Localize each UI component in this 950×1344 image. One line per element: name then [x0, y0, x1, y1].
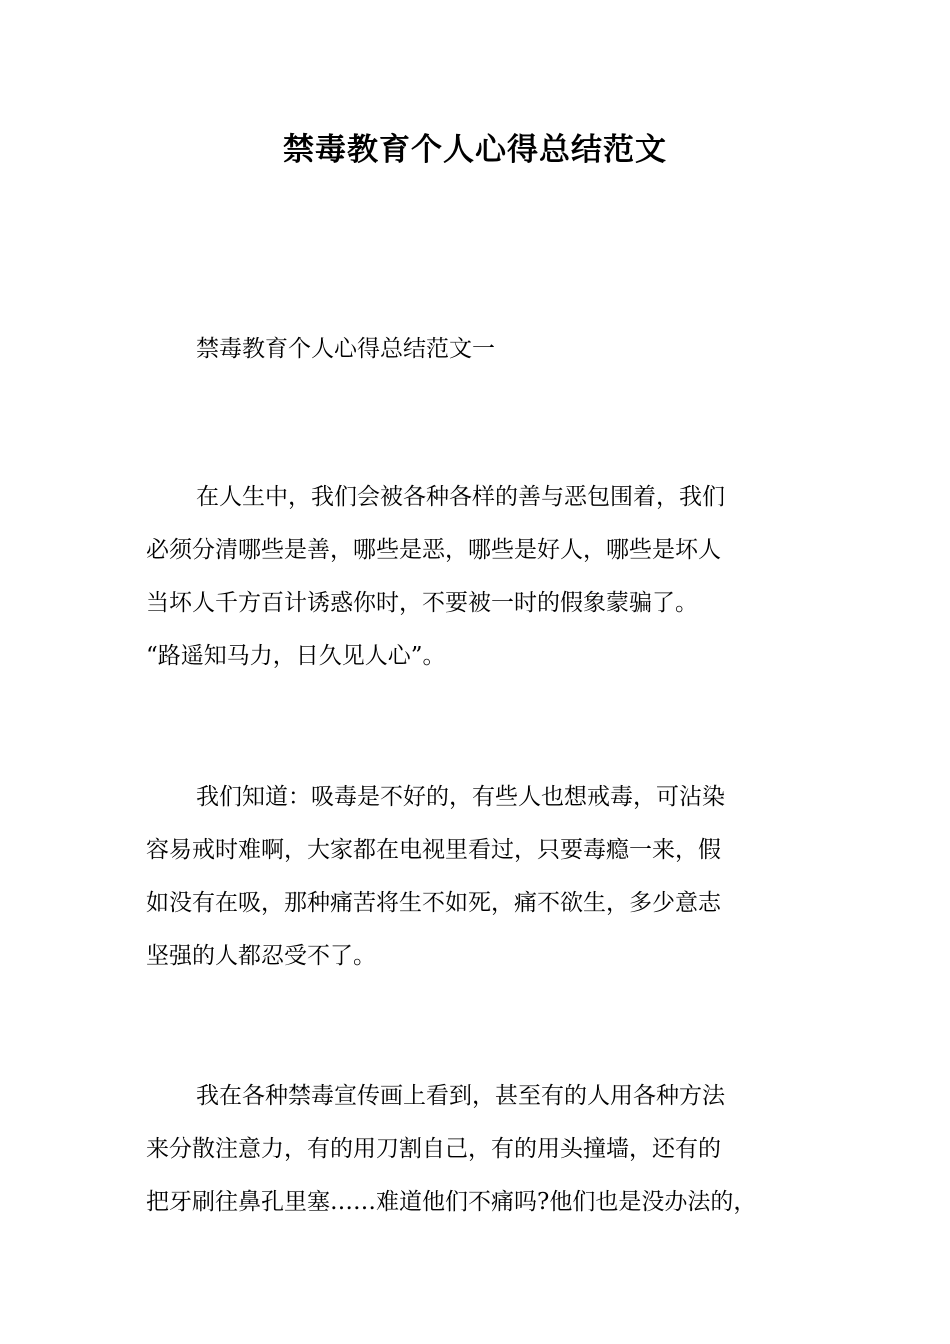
paragraph-line: 容易戒时难啊，大家都在电视里看过，只要毒瘾一来，假 — [146, 837, 721, 863]
paragraph-line: 我在各种禁毒宣传画上看到，甚至有的人用各种方法 — [196, 1083, 725, 1109]
paragraph-line: 如没有在吸，那种痛苦将生不如死，痛不欲生，多少意志 — [146, 890, 721, 916]
paragraph-line: 把牙刷往鼻孔里塞……难道他们不痛吗?他们也是没办法的， — [146, 1189, 757, 1215]
paragraph-line: 在人生中，我们会被各种各样的善与恶包围着，我们 — [196, 484, 725, 510]
paragraph-line: 坚强的人都忍受不了。 — [146, 943, 376, 969]
paragraph-2 — [146, 781, 826, 993]
paragraph-line: 来分散注意力，有的用刀割自己，有的用头撞墙，还有的 — [146, 1136, 721, 1162]
section-heading: 禁毒教育个人心得总结范文一 — [196, 336, 495, 362]
paragraph-line: 必须分清哪些是善，哪些是恶，哪些是好人，哪些是坏人 — [146, 537, 721, 563]
document-title: 禁毒教育个人心得总结范文 — [283, 132, 667, 168]
paragraph-1 — [146, 481, 826, 693]
paragraph-line: 当坏人千方百计诱惑你时，不要被一时的假象蒙骗了。 — [146, 590, 698, 616]
paragraph-line: “路遥知马力，日久见人心”。 — [146, 643, 446, 669]
paragraph-3 — [146, 1080, 826, 1239]
paragraph-line: 我们知道：吸毒是不好的，有些人也想戒毒，可沾染 — [196, 784, 725, 810]
